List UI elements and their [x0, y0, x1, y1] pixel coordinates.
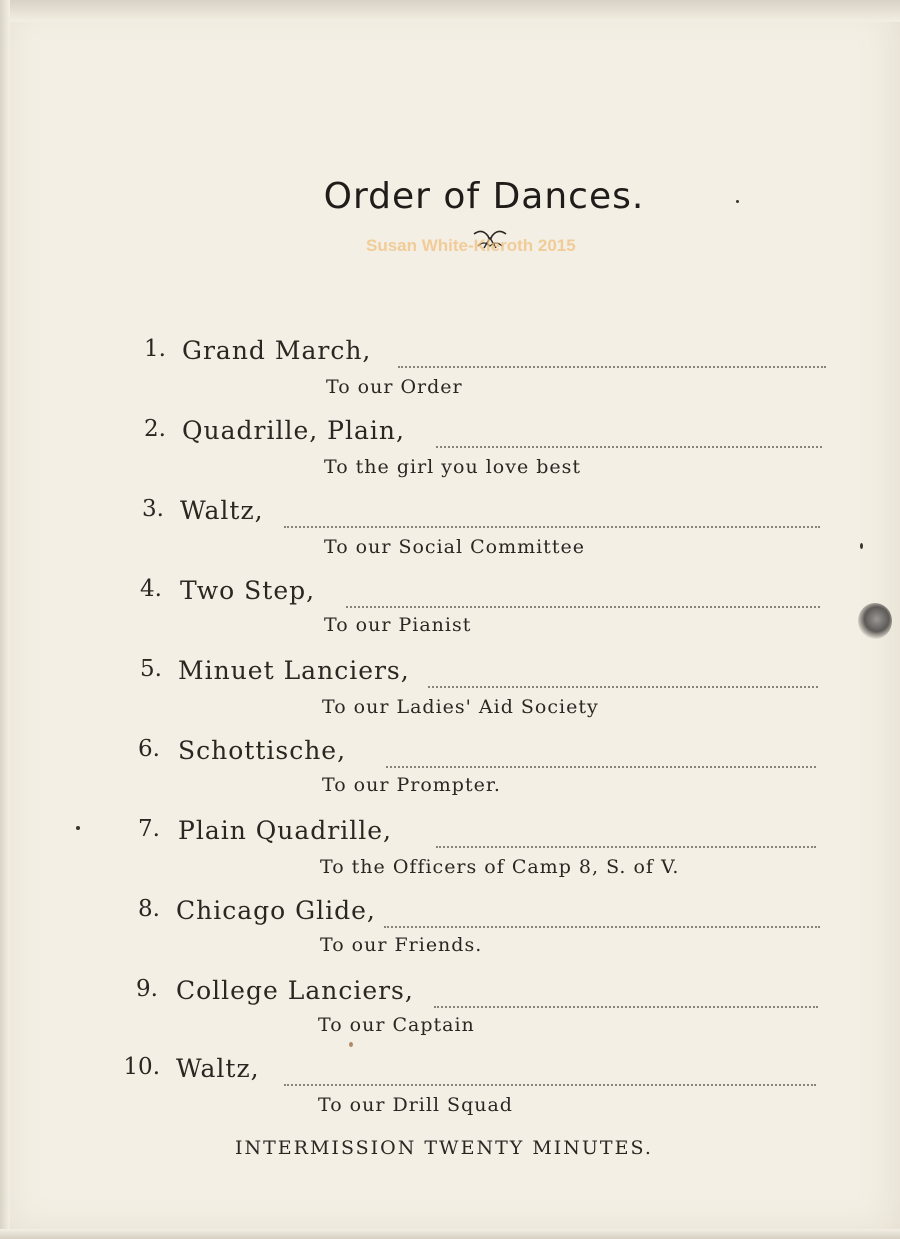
dance-entry — [0, 896, 900, 966]
dance-name: Two Step, — [180, 576, 316, 605]
dotted-leader — [398, 366, 826, 368]
dance-name: Plain Quadrille, — [178, 816, 392, 845]
dance-entry — [0, 1054, 900, 1124]
dance-name: Quadrille, Plain, — [182, 416, 405, 445]
dance-number: 6. — [138, 736, 160, 762]
dance-entry — [0, 656, 900, 726]
dance-toast: To our Friends. — [320, 934, 483, 956]
dance-number: 10. — [123, 1054, 160, 1080]
dotted-leader — [284, 526, 820, 528]
dance-entry — [0, 496, 900, 566]
dance-entry — [0, 416, 900, 486]
dance-toast: To our Order — [326, 376, 463, 398]
dance-name: Grand March, — [182, 336, 372, 365]
dance-name: Schottische, — [178, 736, 347, 765]
dance-toast: To our Prompter. — [322, 774, 501, 796]
dotted-leader — [428, 686, 818, 688]
dance-number: 7. — [138, 816, 160, 842]
dance-toast: To our Pianist — [324, 614, 472, 636]
dance-entry — [0, 976, 900, 1046]
dotted-leader — [436, 446, 822, 448]
dance-toast: To the Officers of Camp 8, S. of V. — [320, 856, 680, 878]
dance-entry — [0, 336, 900, 406]
dance-name: Chicago Glide, — [176, 896, 376, 925]
dance-number: 3. — [142, 496, 164, 522]
dance-name: Minuet Lanciers, — [178, 656, 410, 685]
dotted-leader — [436, 846, 816, 848]
dance-toast: To our Social Committee — [324, 536, 585, 558]
page-bottom-edge — [0, 1229, 900, 1239]
dance-toast: To the girl you love best — [324, 456, 582, 478]
dotted-leader — [346, 606, 820, 608]
intermission-note: INTERMISSION TWENTY MINUTES. — [235, 1137, 653, 1159]
dance-number: 2. — [144, 416, 166, 442]
page-top-edge — [0, 0, 900, 22]
dance-entry — [0, 576, 900, 646]
page-title: Order of Dances. — [323, 176, 645, 217]
dotted-leader — [386, 766, 816, 768]
dance-toast: To our Ladies' Aid Society — [322, 696, 599, 718]
dotted-leader — [284, 1084, 816, 1086]
dotted-leader — [384, 926, 820, 928]
dance-number: 9. — [136, 976, 158, 1002]
dance-toast: To our Drill Squad — [318, 1094, 513, 1116]
dance-entry — [0, 816, 900, 886]
dance-number: 8. — [138, 896, 160, 922]
dance-toast: To our Captain — [318, 1014, 475, 1036]
dance-number: 1. — [144, 336, 166, 362]
dotted-leader — [434, 1006, 818, 1008]
watermark-text: Susan White-Kleroth 2015 — [366, 236, 576, 255]
dance-name: College Lanciers, — [176, 976, 414, 1005]
dance-name: Waltz, — [180, 496, 264, 525]
dance-entry — [0, 736, 900, 806]
dance-name: Waltz, — [176, 1054, 260, 1083]
dance-number: 4. — [140, 576, 162, 602]
dance-number: 5. — [140, 656, 162, 682]
